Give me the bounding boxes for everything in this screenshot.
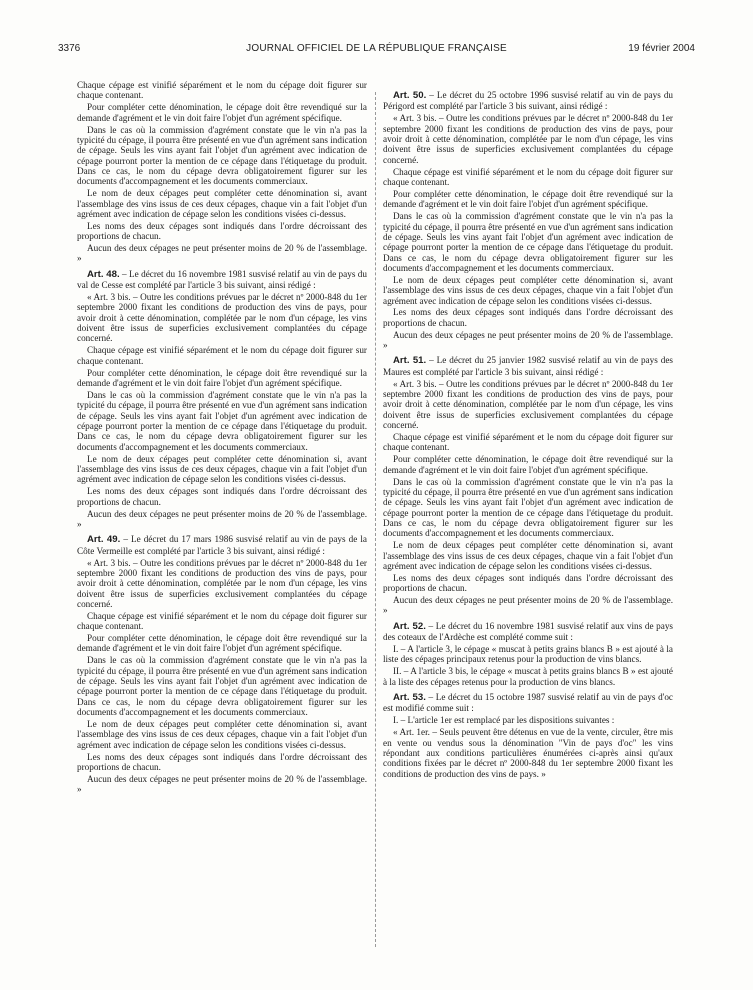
paragraph: « Art. 3 bis. – Outre les conditions prévues par le décret nº 2000-848 du 1er septembre 2000 fixant les conditions de production des vins de pays, pour avoir droit à cette dénomination, complétée par le nom d'un cépage, les vins doivent être issus de superficies exclusivement complantées du cépage concerné.	[383, 378, 673, 431]
paragraph: Aucun des deux cépages ne peut présenter moins de 20 % de l'assemblage. »	[77, 773, 367, 795]
paragraph: Dans le cas où la commission d'agrément constate que le vin n'a pas la typicité du cépage, il pourra être présenté en vue d'un agrément sans indication de cépage. Seuls les vins ayant fait l'objet d'un agrément avec indication de cépage pourront porter la mention de ce cépage dans l'étiquetage du produit. Dans ce cas, le nom du cépage devra obligatoirement figurer sur les documents d'accompagnement et les documents commerciaux.	[383, 476, 673, 539]
article-number: Art. 48.	[87, 268, 120, 280]
paragraph: Pour compléter cette dénomination, le cépage doit être revendiqué sur la demande d'agrément et le vin doit faire l'objet d'un agrément spécifique.	[77, 367, 367, 389]
issue-date: 19 février 2004	[628, 43, 695, 54]
article-text: Le décret du 15 octobre 1987 susvisé relatif au vin de pays d'oc est modifié comme suit :	[383, 692, 674, 714]
paragraph: Le nom de deux cépages peut compléter cette dénomination si, avant l'assemblage des vins issus de ces deux cépages, chaque vin a fait l'objet d'un agrément avec indication de cépage selon les conditions visées ci-dessus.	[383, 274, 673, 306]
paragraph: Chaque cépage est vinifié séparément et le nom du cépage doit figurer sur chaque contenant.	[77, 345, 367, 366]
article-number: Art. 53.	[393, 692, 426, 704]
article-number: Art. 50.	[393, 90, 427, 101]
column-divider	[375, 92, 376, 947]
paragraph: Les noms des deux cépages sont indiqués dans l'ordre décroissant des proportions de chacun.	[77, 486, 367, 507]
paragraph: Le nom de deux cépages peut compléter cette dénomination si, avant l'assemblage des vins issus de ces deux cépages, chaque vin a fait l'objet d'un agrément avec indication de cépage selon les conditions visées ci-dessus.	[77, 719, 367, 750]
article-48: Art. 48. – Le décret du 16 novembre 1981 susvisé relatif au vin de pays du val de Cesse est complété par l'article 3 bis suivant, ainsi rédigé :	[77, 268, 367, 291]
article-text: Le décret du 25 octobre 1996 susvisé relatif au vin de pays du Périgord est complété par l'article 3 bis suivant, ainsi rédigé :	[383, 90, 674, 112]
paragraph: Chaque cépage est vinifié séparément et le nom du cépage doit figurer sur chaque contenant.	[383, 166, 673, 187]
article-52: Art. 52. – Le décret du 16 novembre 1981 susvisé relatif aux vins de pays des coteaux de l'Ardèche est complété comme suit :	[383, 620, 674, 643]
left-column	[77, 80, 367, 796]
paragraph: Pour compléter cette dénomination, le cépage doit être revendiqué sur la demande d'agrément et le vin doit faire l'objet d'un agrément spécifique.	[77, 633, 367, 654]
page-header	[58, 43, 695, 57]
paragraph: Les noms des deux cépages sont indiqués dans l'ordre décroissant des proportions de chacun.	[383, 572, 673, 594]
paragraph: « Art. 3 bis. – Outre les conditions prévues par le décret nº 2000-848 du 1er septembre 2000 fixant les conditions de production des vins de pays, pour avoir droit à cette dénomination, complétée par le nom d'un cépage, les vins doivent être issus de superficies exclusivement complantées du cépage concerné.	[77, 292, 367, 344]
paragraph: Les noms des deux cépages sont indiqués dans l'ordre décroissant des proportions de chacun.	[77, 751, 367, 772]
paragraph: Chaque cépage est vinifié séparément et le nom du cépage doit figurer sur chaque contenant.	[383, 432, 673, 453]
paragraph: Les noms des deux cépages sont indiqués dans l'ordre décroissant des proportions de chacun.	[383, 307, 673, 328]
journal-title: JOURNAL OFFICIEL DE LA RÉPUBLIQUE FRANÇAISE	[246, 43, 507, 54]
paragraph: Pour compléter cette dénomination, le cépage doit être revendiqué sur la demande d'agrément et le vin doit faire l'objet d'un agrément spécifique.	[77, 102, 367, 123]
paragraph: Aucun des deux cépages ne peut présenter moins de 20 % de l'assemblage. »	[77, 243, 367, 264]
paragraph: Dans le cas où la commission d'agrément constate que le vin n'a pas la typicité du cépage, il pourra être présenté en vue d'un agrément sans indication de cépage. Seuls les vins ayant fait l'objet d'un agrément avec indication de cépage pourront porter la mention de ce cépage dans l'étiquetage du produit. Dans ce cas, le nom du cépage devra obligatoirement figurer sur les documents d'accompagnement et les documents commerciaux.	[77, 389, 367, 452]
paragraph: Le nom de deux cépages peut compléter cette dénomination si, avant l'assemblage des vins issus de ces deux cépages, chaque vin a fait l'objet d'un agrément avec indication de cépage selon les conditions visées ci-dessus.	[383, 540, 673, 571]
article-text: Le décret du 25 janvier 1982 susvisé relatif au vin de pays des Maures est complété par l'article 3 bis suivant, ainsi rédigé :	[383, 355, 673, 377]
paragraph: Chaque cépage est vinifié séparément et le nom du cépage doit figurer sur chaque contenant.	[77, 80, 367, 101]
article-text: Le décret du 16 novembre 1981 susvisé relatif aux vins de pays des coteaux de l'Ardèche est complété comme suit :	[383, 620, 674, 643]
article-number: Art. 49.	[87, 534, 121, 546]
paragraph: Dans le cas où la commission d'agrément constate que le vin n'a pas la typicité du cépage, il pourra être présenté en vue d'un agrément sans indication de cépage. Seuls les vins ayant fait l'objet d'un agrément avec indication de cépage pourront porter la mention de ce cépage dans l'étiquetage du produit. Dans ce cas, le nom du cépage devra obligatoirement figurer sur les documents d'accompagnement et les documents commerciaux.	[383, 211, 673, 273]
article-number: Art. 51.	[393, 355, 427, 367]
paragraph: « Art. 3 bis. – Outre les conditions prévues par le décret nº 2000-848 du 1er septembre 2000 fixant les conditions de production des vins de pays, pour avoir droit à cette dénomination, complétée par le nom d'un cépage, les vins doivent être issus de superficies exclusivement complantées du cépage concerné.	[77, 557, 367, 609]
paragraph: I. – A l'article 3, le cépage « muscat à petits grains blancs B » est ajouté à la liste des cépages principaux retenus pour la production de vins blancs.	[383, 644, 673, 665]
page-number: 3376	[58, 43, 81, 54]
paragraph: Pour compléter cette dénomination, le cépage doit être revendiqué sur la demande d'agrément et le vin doit faire l'objet d'un agrément spécifique.	[383, 188, 673, 210]
paragraph: « Art. 1er. – Seuls peuvent être détenus en vue de la vente, circuler, être mis en vente ou vendus sous la dénomination "Vin de pays d'oc" les vins répondant aux conditions particulières énumérées ci-après ainsi qu'aux conditions fixées par le décret nº 2000-848 du 1er septembre 2000 fixant les conditions de production des vins de pays. »	[383, 727, 673, 779]
article-text: Le décret du 16 novembre 1981 susvisé relatif au vin de pays du val de Cesse est complété par l'article 3 bis suivant, ainsi rédigé :	[77, 268, 367, 291]
paragraph: Aucun des deux cépages ne peut présenter moins de 20 % de l'assemblage. »	[383, 329, 673, 351]
paragraph: I. – L'article 1er est remplacé par les dispositions suivantes :	[393, 715, 615, 726]
paragraph: Pour compléter cette dénomination, le cépage doit être revendiqué sur la demande d'agrément et le vin doit faire l'objet d'un agrément spécifique.	[383, 454, 673, 475]
paragraph: II. – A l'article 3 bis, le cépage « muscat à petits grains blancs B » est ajouté à la liste des cépages retenus pour la production de vins blancs.	[383, 666, 673, 687]
article-51: Art. 51. – Le décret du 25 janvier 1982 susvisé relatif au vin de pays des Maures est complété par l'article 3 bis suivant, ainsi rédigé :	[383, 355, 673, 377]
article-text: Le décret du 17 mars 1986 susvisé relatif au vin de pays de la Côte Vermeille est complété par l'article 3 bis suivant, ainsi rédigé :	[77, 534, 367, 556]
paragraph: Aucun des deux cépages ne peut présenter moins de 20 % de l'assemblage. »	[383, 595, 673, 616]
paragraph: Le nom de deux cépages peut compléter cette dénomination si, avant l'assemblage des vins issus de ces deux cépages, chaque vin a fait l'objet d'un agrément avec indication de cépage selon les conditions visées ci-dessus.	[77, 453, 367, 485]
paragraph: Aucun des deux cépages ne peut présenter moins de 20 % de l'assemblage. »	[77, 508, 367, 529]
paragraph: « Art. 3 bis. – Outre les conditions prévues par le décret nº 2000-848 du 1er septembre 2000 fixant les conditions de production des vins de pays, pour avoir droit à cette dénomination, complétée par le nom d'un cépage, les vins doivent être issus de superficies exclusivement complantées du cépage concerné.	[383, 113, 673, 165]
paragraph: Les noms des deux cépages sont indiqués dans l'ordre décroissant des proportions de chacun.	[77, 220, 367, 242]
article-number: Art. 52.	[393, 620, 426, 632]
article-53: Art. 53. – Le décret du 15 octobre 1987 susvisé relatif au vin de pays d'oc est modifié comme suit :	[383, 692, 674, 714]
article-50: Art. 50. – Le décret du 25 octobre 1996 susvisé relatif au vin de pays du Périgord est complété par l'article 3 bis suivant, ainsi rédigé :	[383, 90, 674, 112]
paragraph: Chaque cépage est vinifié séparément et le nom du cépage doit figurer sur chaque contenant.	[77, 610, 367, 632]
right-column	[383, 80, 673, 781]
paragraph: Dans le cas où la commission d'agrément constate que le vin n'a pas la typicité du cépage, il pourra être présenté en vue d'un agrément sans indication de cépage. Seuls les vins ayant fait l'objet d'un agrément avec indication de cépage pourront porter la mention de ce cépage dans l'étiquetage du produit. Dans ce cas, le nom du cépage devra obligatoirement figurer sur les documents d'accompagnement et les documents commerciaux.	[77, 124, 367, 187]
article-49: Art. 49. – Le décret du 17 mars 1986 susvisé relatif au vin de pays de la Côte Vermeille est complété par l'article 3 bis suivant, ainsi rédigé :	[77, 534, 367, 556]
paragraph: Le nom de deux cépages peut compléter cette dénomination si, avant l'assemblage des vins issus de ces deux cépages, chaque vin a fait l'objet d'un agrément avec indication de cépage selon les conditions visées ci-dessus.	[77, 188, 367, 219]
paragraph: Dans le cas où la commission d'agrément constate que le vin n'a pas la typicité du cépage, il pourra être présenté en vue d'un agrément sans indication de cépage. Seuls les vins ayant fait l'objet d'un agrément avec indication de cépage pourront porter la mention de ce cépage dans l'étiquetage du produit. Dans ce cas, le nom du cépage devra obligatoirement figurer sur les documents d'accompagnement et les documents commerciaux.	[77, 655, 367, 718]
